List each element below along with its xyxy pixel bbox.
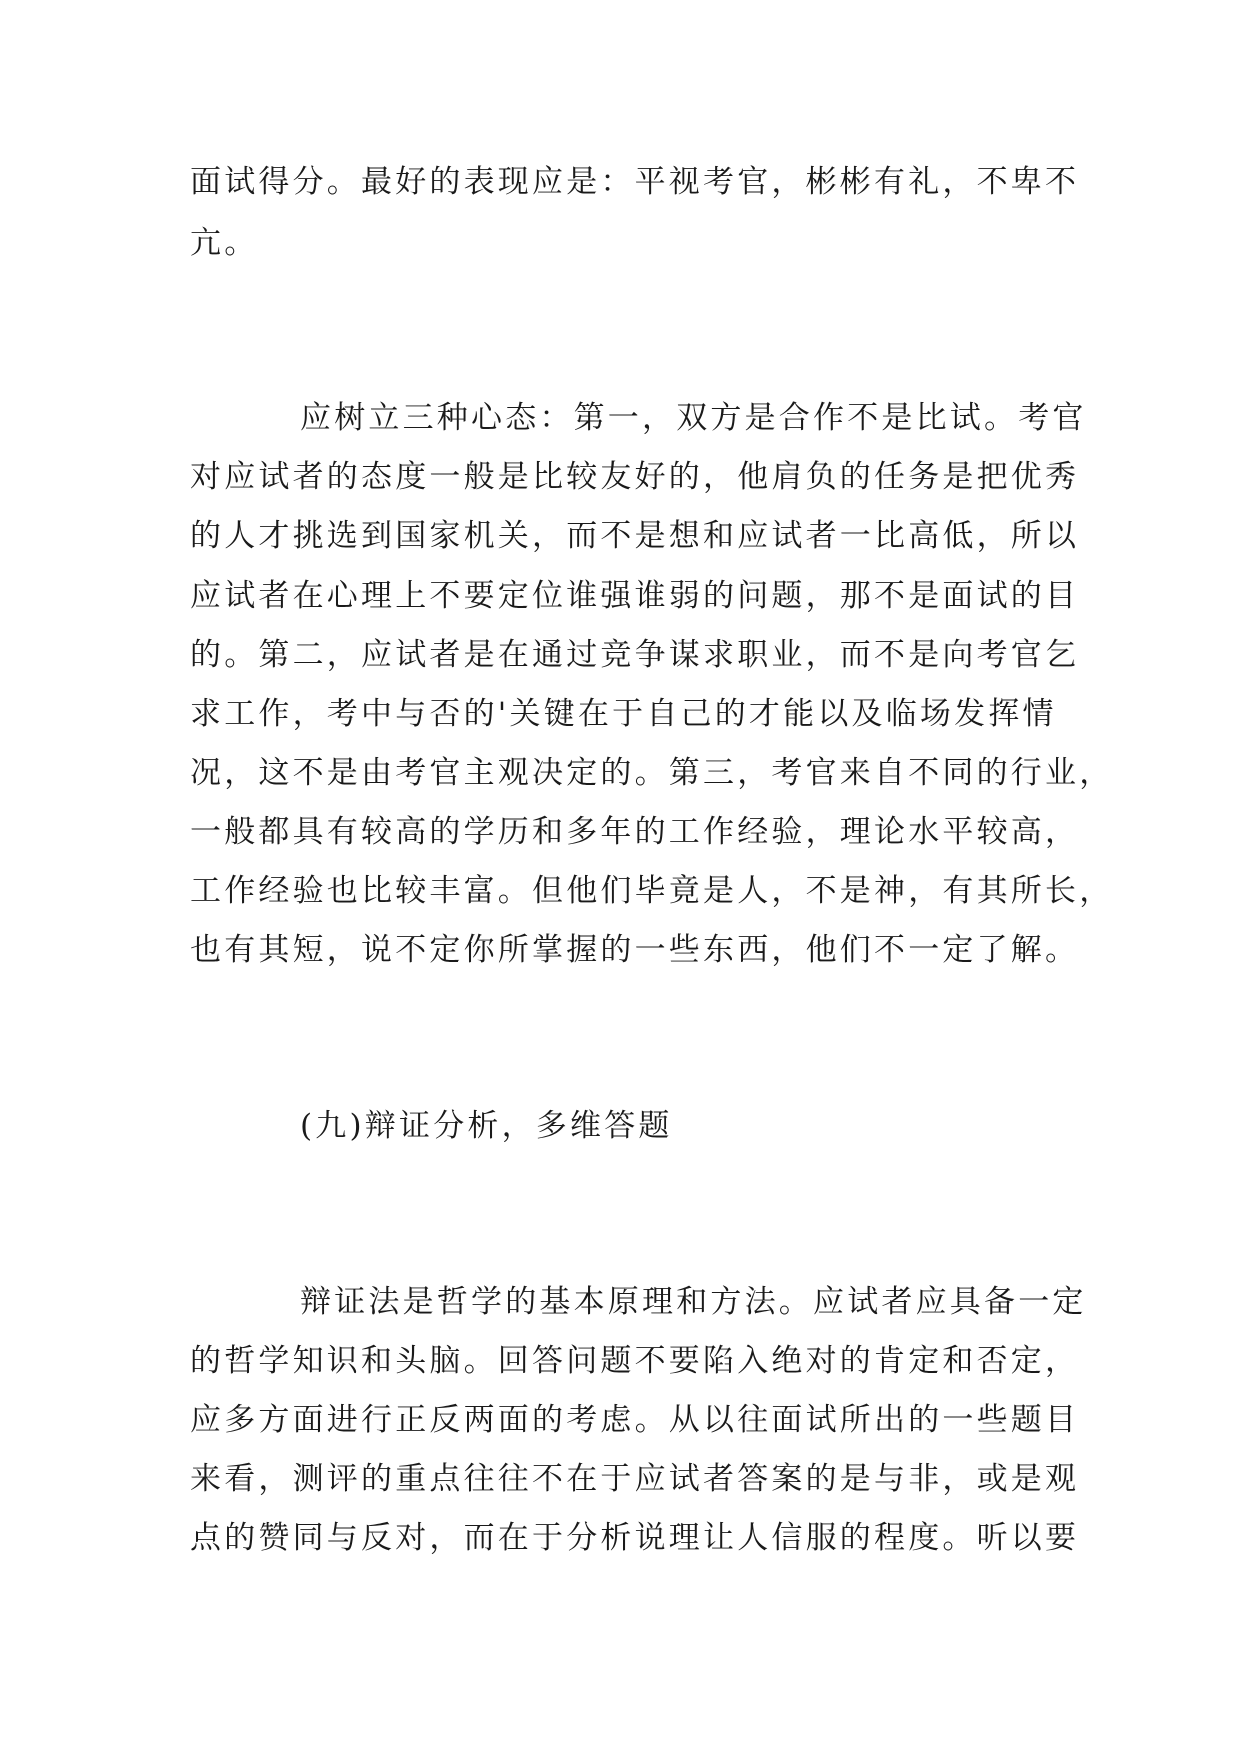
paragraph-line: 面试得分。最好的表现应是：平视考官，彬彬有礼，不卑不 xyxy=(190,164,1080,200)
paragraph-line: 应树立三种心态：第一，双方是合作不是比试。考官 xyxy=(300,400,1087,436)
paragraph-line: 的。第二，应试者是在通过竞争谋求职业，而不是向考官乞 xyxy=(190,637,1080,673)
section-heading: (九)辩证分析，多维答题 xyxy=(300,1108,673,1144)
paragraph-line: 亢。 xyxy=(190,225,259,261)
paragraph-line: 求工作，考中与否的'关键在于自己的才能以及临场发挥情 xyxy=(190,696,1057,732)
paragraph-line: 也有其短，说不定你所掌握的一些东西，他们不一定了解。 xyxy=(190,932,1080,968)
paragraph-line: 况，这不是由考官主观决定的。第三，考官来自不同的行业， xyxy=(190,755,1114,791)
paragraph-line: 工作经验也比较丰富。但他们毕竟是人，不是神，有其所长， xyxy=(190,873,1114,909)
paragraph-line: 来看，测评的重点往往不在于应试者答案的是与非，或是观 xyxy=(190,1461,1080,1497)
paragraph-line: 应多方面进行正反两面的考虑。从以往面试所出的一些题目 xyxy=(190,1402,1080,1438)
paragraph-line: 对应试者的态度一般是比较友好的，他肩负的任务是把优秀 xyxy=(190,459,1080,495)
paragraph-line: 点的赞同与反对，而在于分析说理让人信服的程度。听以要 xyxy=(190,1520,1080,1556)
paragraph-line: 应试者在心理上不要定位谁强谁弱的问题，那不是面试的目 xyxy=(190,578,1080,614)
paragraph-line: 的人才挑选到国家机关，而不是想和应试者一比高低，所以 xyxy=(190,518,1080,554)
paragraph-line: 一般都具有较高的学历和多年的工作经验，理论水平较高， xyxy=(190,814,1080,850)
paragraph-line: 的哲学知识和头脑。回答问题不要陷入绝对的肯定和否定， xyxy=(190,1343,1080,1379)
paragraph-line: 辩证法是哲学的基本原理和方法。应试者应具备一定 xyxy=(300,1284,1087,1320)
